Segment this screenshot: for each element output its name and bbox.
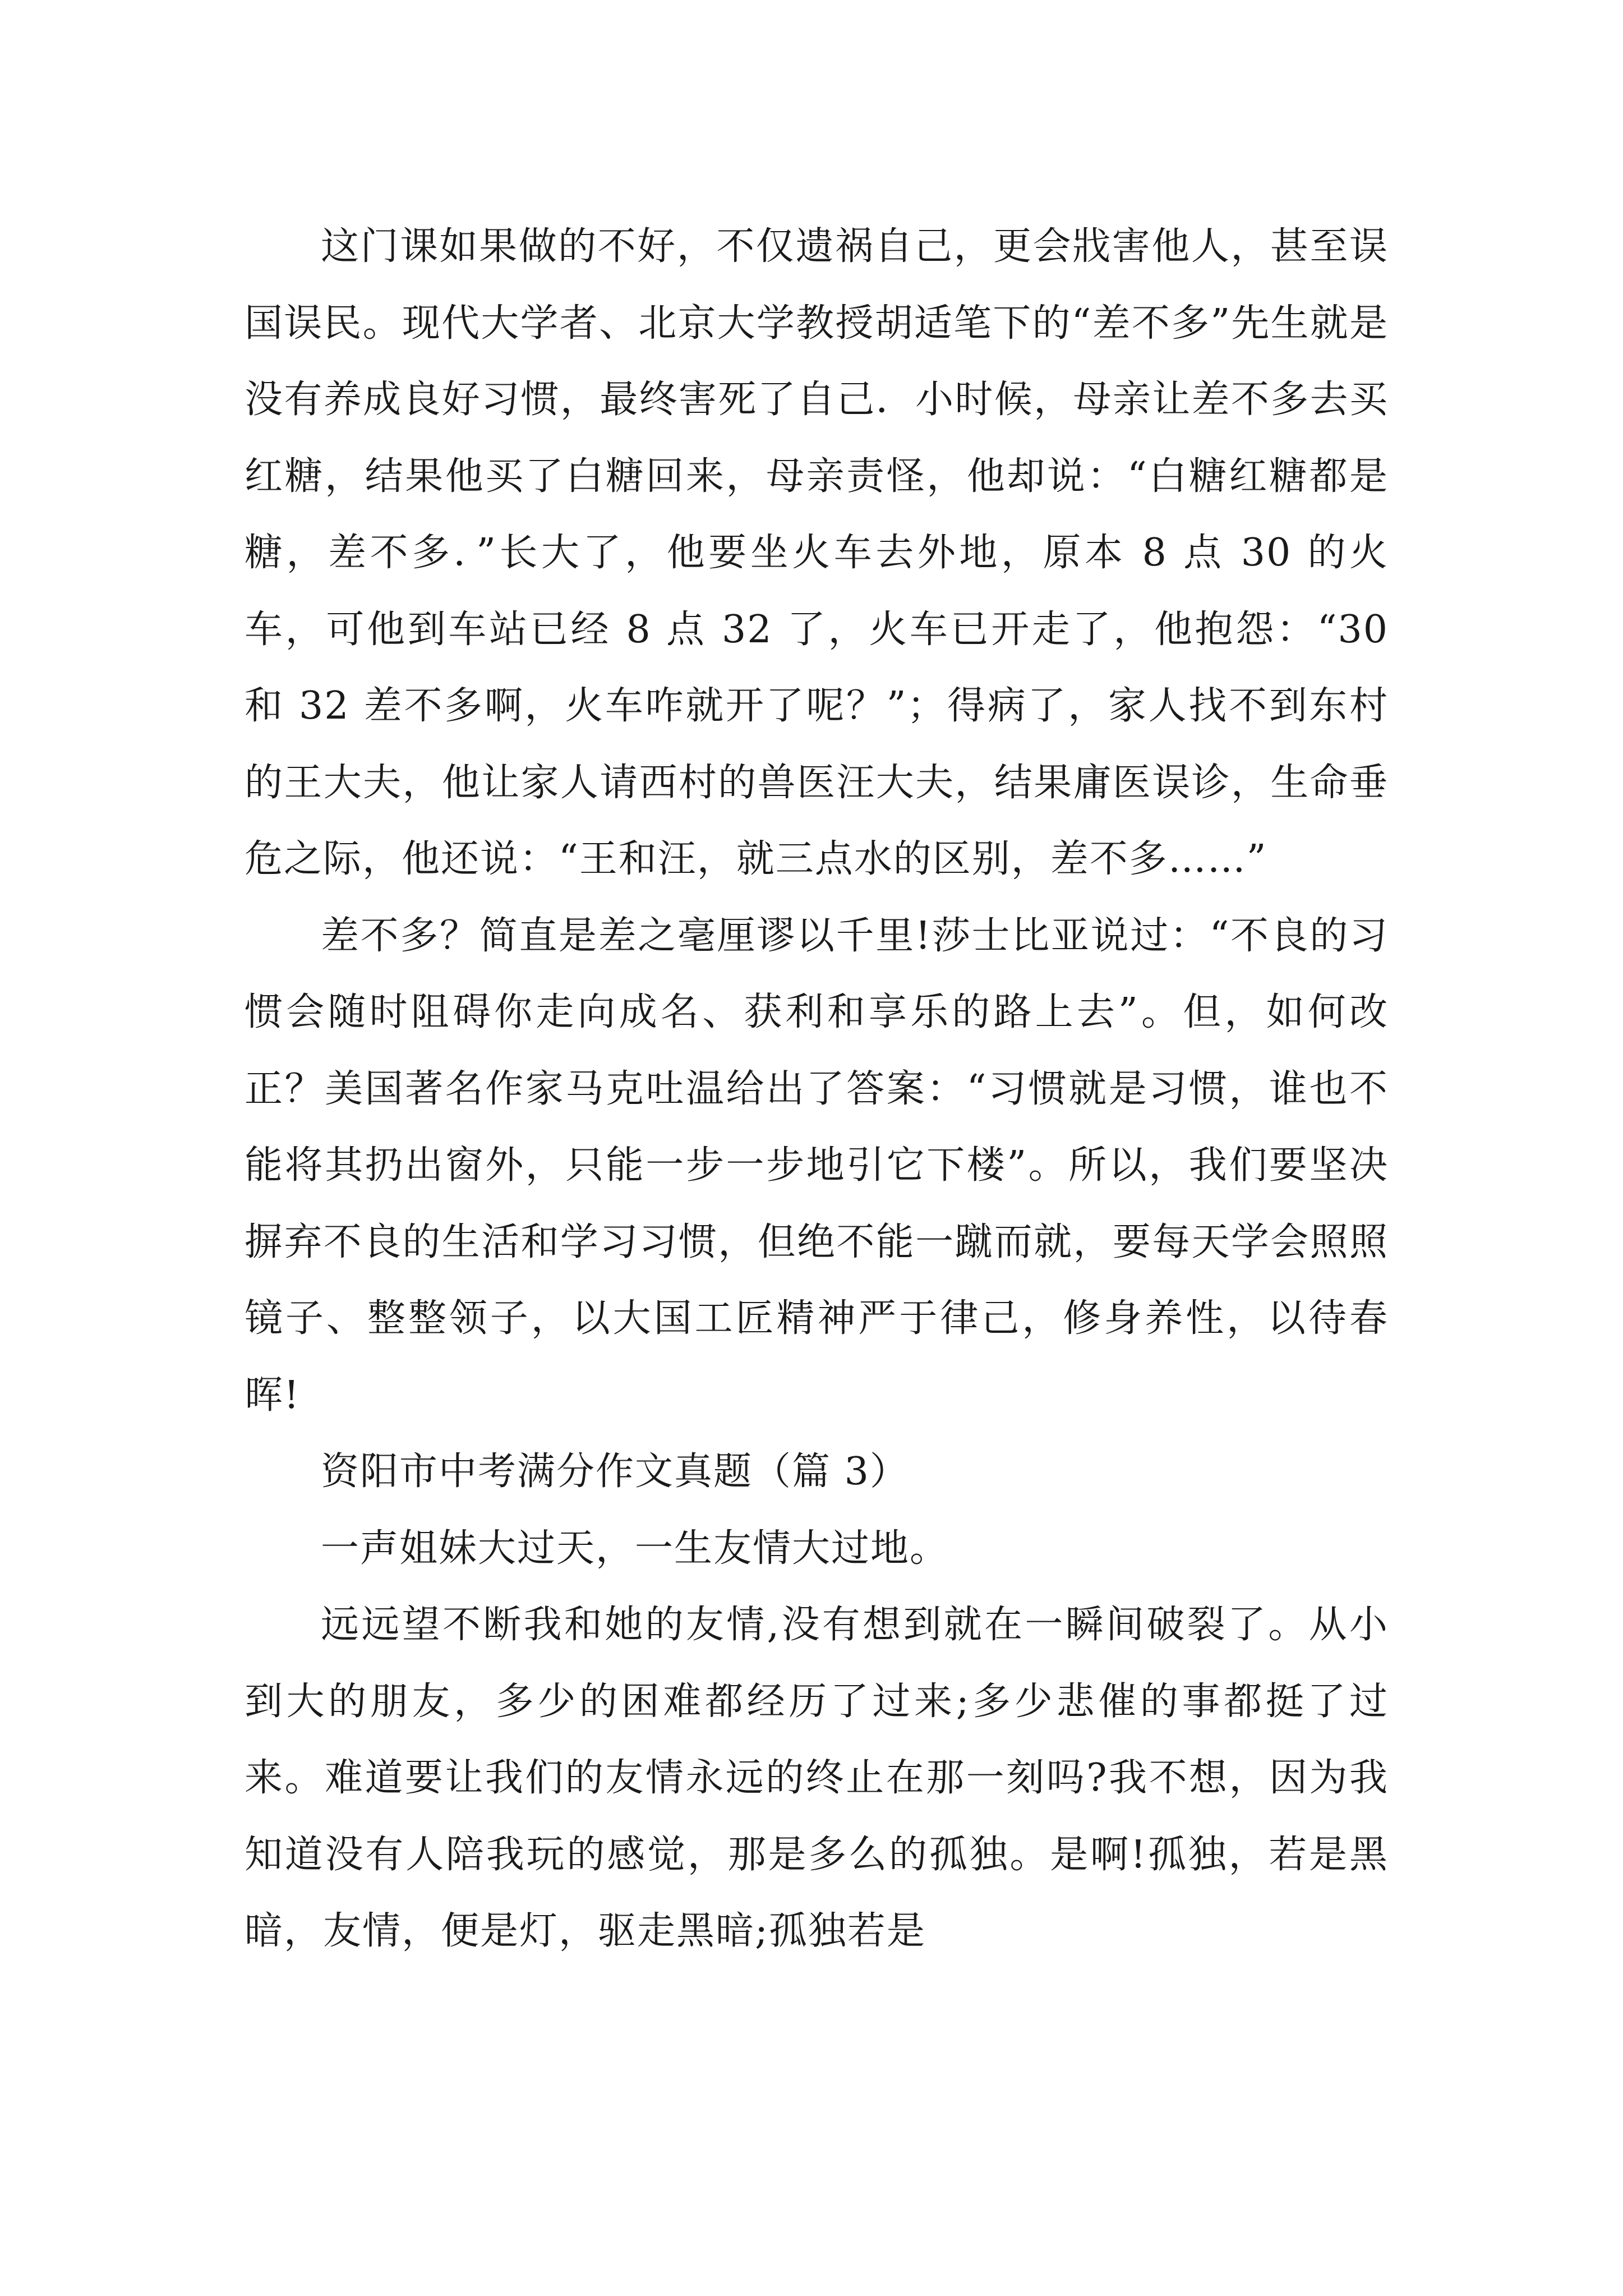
paragraph-chabuduo-story: 这门课如果做的不好，不仅遗祸自己，更会戕害他人，甚至误国误民。现代大学者、北京大学教授胡适笔下的“差不多”先生就是没有养成良好习惯，最终害死了自己．小时候，母亲让差不多去买红糖，结果他买了白糖回来，母亲责怪，他却说：“白糖红糖都是糖，差不多．”长大了，他要坐火车去外地，原本 8 点 30 的火车，可他到车站已经 8 点 32 了，火车已开走了，他抱怨：“30 和 32 差不多啊，火车咋就开了呢？”；得病了，家人找不到东村的王大夫，他让家人请西村的兽医汪大夫，结果庸医误诊，生命垂危之际，他还说：“王和汪，就三点水的区别，差不多……” [245, 224, 1389, 881]
document-body [245, 209, 1389, 1970]
paragraph-habit-advice: 差不多？简直是差之毫厘谬以千里!莎士比亚说过：“不良的习惯会随时阻碍你走向成名、获利和享乐的路上去”。但，如何改正？美国著名作家马克吐温给出了答案：“习惯就是习惯，谁也不能将其扔出窗外，只能一步一步地引它下楼”。所以，我们要坚决摒弃不良的生活和学习习惯，但绝不能一蹴而就，要每天学会照照镜子、整整领子，以大国工匠精神严于律己，修身养性，以待春晖! [245, 913, 1389, 1418]
essay-title: 资阳市中考满分作文真题（篇 3） [321, 1450, 909, 1494]
paragraph-friendship: 远远望不断我和她的友情,没有想到就在一瞬间破裂了。从小到大的朋友，多少的困难都经历了过来;多少悲催的事都挺了过来。难道要让我们的友情永远的终止在那一刻吗?我不想，因为我知道没有人陪我玩的感觉，那是多么的孤独。是啊!孤独，若是黑暗，友情，便是灯，驱走黑暗;孤独若是 [245, 1603, 1389, 1953]
paragraph-opening-line: 一声姐妹大过天，一生友情大过地。 [321, 1526, 949, 1571]
